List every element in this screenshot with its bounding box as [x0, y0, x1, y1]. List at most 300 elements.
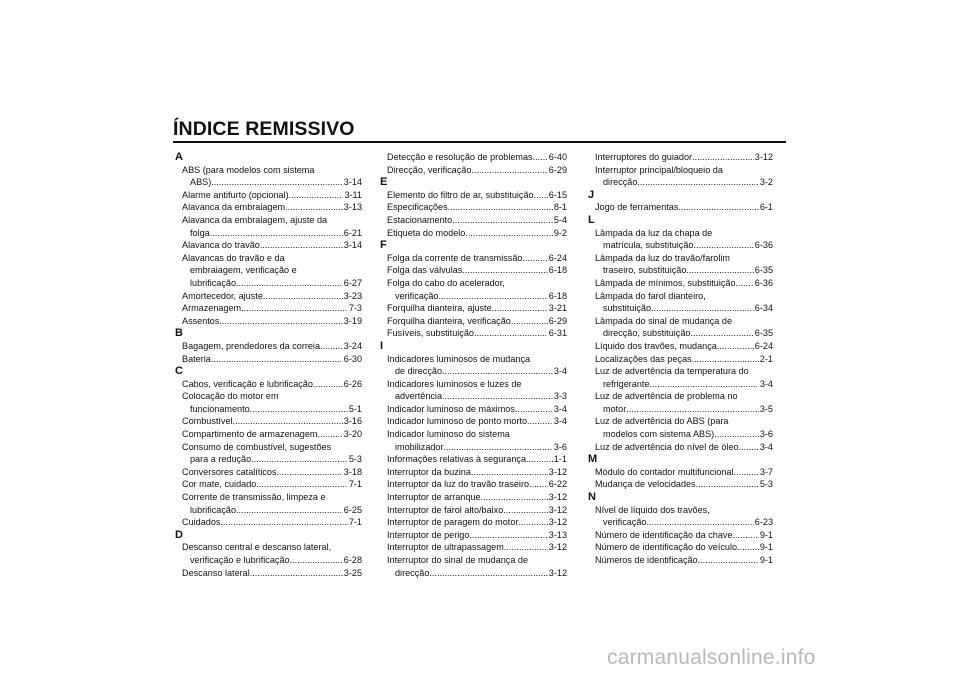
- dot-leader: [465, 227, 552, 240]
- index-entry-term: Elemento do filtro de ar, substituição: [387, 189, 534, 200]
- index-letter-heading: B: [175, 327, 183, 340]
- index-entry-leader-line: [387, 201, 567, 214]
- index-entry-leader-line: [182, 340, 362, 353]
- dot-leader: [698, 554, 759, 567]
- index-entry: [380, 466, 567, 479]
- index-page-number: 6-18: [548, 290, 567, 301]
- index-page-number: 3-6: [553, 441, 567, 452]
- index-entry-term: Líquido dos travões, mudança: [595, 340, 717, 351]
- index-page-number: 3-13: [548, 529, 567, 540]
- index-page-number: 3-4: [759, 441, 773, 452]
- index-entry-term: Interruptor da luz do travão traseiro: [387, 479, 530, 490]
- index-entry-line: Descanso central e descanso lateral,: [182, 542, 332, 553]
- index-entry-term: Alavanca do travão: [182, 240, 260, 251]
- index-entry-term: Luz de advertência do nível de óleo: [595, 441, 739, 452]
- index-entry: [175, 290, 362, 303]
- index-entry-term: Cor mate, cuidado: [182, 479, 257, 490]
- dot-leader: [527, 415, 553, 428]
- index-entry-leader-line: [595, 151, 773, 164]
- index-page-number: 8-1: [553, 202, 567, 213]
- index-entry-term: Interruptor de farol alto/baixo: [387, 504, 504, 515]
- dot-leader: [277, 466, 343, 479]
- index-entry-term: Jogo de ferramentas: [595, 202, 679, 213]
- index-entry-leader-line: [595, 239, 773, 252]
- index-entry-term: Forquilha dianteira, ajuste: [387, 303, 492, 314]
- index-entry-term: para a redução: [190, 454, 252, 465]
- dot-leader: [211, 176, 343, 189]
- index-page-number: 5-3: [348, 454, 362, 465]
- index-column-3: [588, 151, 773, 567]
- index-entry-leader-line: [387, 516, 567, 529]
- index-page-number: 3-7: [759, 466, 773, 477]
- dot-leader: [320, 340, 343, 353]
- index-entry-term: imobilizador: [395, 441, 444, 452]
- index-entry-leader-line: [182, 201, 362, 214]
- index-entry: [588, 277, 773, 290]
- index-entry: [588, 340, 773, 353]
- index-entry-term: verificação: [603, 517, 647, 528]
- index-letter-heading: E: [380, 176, 388, 189]
- index-page-number: 3-3: [553, 391, 567, 402]
- index-page-number: 6-25: [343, 504, 362, 515]
- dot-leader: [210, 227, 343, 240]
- index-page-number: 3-2: [759, 177, 773, 188]
- index-entry-term: traseiro, substituição: [603, 265, 687, 276]
- dot-leader: [462, 264, 547, 277]
- index-entry-term: lubrificação: [190, 504, 236, 515]
- dot-leader: [533, 151, 548, 164]
- dot-leader: [526, 453, 553, 466]
- index-entry-leader-line: [387, 214, 567, 227]
- index-entry: [380, 403, 567, 416]
- dot-leader: [474, 327, 548, 340]
- dot-leader: [236, 504, 343, 517]
- index-page-number: 6-36: [754, 240, 773, 251]
- index-page-number: 3-25: [343, 567, 362, 578]
- index-page-number: 6-36: [754, 277, 773, 288]
- index-entry-leader-line: [387, 302, 567, 315]
- dot-leader: [442, 390, 553, 403]
- index-entry: [588, 290, 773, 315]
- index-page-number: 3-23: [343, 290, 362, 301]
- index-entry-leader-line: [182, 290, 362, 303]
- index-entry: [588, 353, 773, 366]
- index-page-number: 6-31: [548, 328, 567, 339]
- index-page-number: 6-26: [343, 378, 362, 389]
- index-entry-term: Interruptor de paragem do motor: [387, 517, 519, 528]
- dot-leader: [250, 567, 343, 580]
- index-entry-leader-line: [387, 541, 567, 554]
- index-entry-line: Indicadores luminosos de mudança: [387, 353, 531, 364]
- index-page-number: 3-4: [553, 366, 567, 377]
- index-entry-term: Cuidados: [182, 517, 221, 528]
- index-entry-leader-line: [595, 176, 773, 189]
- title-rule: [173, 141, 786, 143]
- dot-leader: [737, 541, 759, 554]
- index-page-number: 6-30: [343, 353, 362, 364]
- dot-leader: [481, 491, 548, 504]
- index-letter-heading: M: [588, 453, 598, 466]
- index-entry-leader-line: [595, 541, 773, 554]
- index-entry-term: motor: [603, 403, 627, 414]
- index-page-number: 6-24: [754, 340, 773, 351]
- dot-leader: [492, 302, 548, 315]
- index-entry-line: Interruptor do sinal de mudança de: [387, 555, 529, 565]
- index-entry-term: Interruptor de arranque: [387, 492, 481, 503]
- index-page-number: 3-19: [343, 315, 362, 326]
- index-entry: [380, 189, 567, 202]
- dot-leader: [686, 264, 753, 277]
- index-entry-term: Conversores catalíticos: [182, 466, 277, 477]
- index-entry-leader-line: [595, 554, 773, 567]
- index-entry: [588, 478, 773, 491]
- index-entry: [588, 252, 773, 277]
- dot-leader: [317, 428, 342, 441]
- index-entry-leader-line: [387, 415, 567, 428]
- dot-leader: [693, 239, 753, 252]
- index-entry-leader-line: [182, 504, 362, 517]
- index-page-number: 9-1: [759, 555, 773, 565]
- dot-leader: [313, 378, 343, 391]
- index-entry: [175, 567, 362, 580]
- index-entry: [588, 504, 773, 529]
- index-entry: [588, 227, 773, 252]
- dot-leader: [739, 441, 759, 454]
- index-entry: [380, 315, 567, 328]
- index-entry: [588, 201, 773, 214]
- index-column-2: [380, 151, 567, 579]
- index-entry: [175, 478, 362, 491]
- index-entry-leader-line: [595, 353, 773, 366]
- index-entry: [380, 541, 567, 554]
- index-entry: [588, 541, 773, 554]
- index-page-number: 7-1: [348, 517, 362, 528]
- index-page-number: 9-1: [759, 529, 773, 540]
- index-entry-term: Folga da corrente de transmissão: [387, 252, 523, 263]
- index-entry: [380, 554, 567, 579]
- index-entry: [380, 201, 567, 214]
- index-entry-term: Indicador luminoso de máximos: [387, 403, 515, 414]
- dot-leader: [696, 478, 759, 491]
- index-entry-leader-line: [387, 441, 567, 454]
- index-entry: [380, 491, 567, 504]
- dot-leader: [518, 516, 547, 529]
- index-entry-line: Luz de advertência de problema no: [595, 391, 738, 402]
- index-page-number: 3-20: [343, 429, 362, 440]
- index-entry-term: direcção, substituição: [603, 328, 691, 339]
- index-page-number: 6-29: [548, 164, 567, 175]
- index-entry-term: folga: [190, 227, 210, 238]
- index-entry: [380, 453, 567, 466]
- index-entry-line: Alavanca da embraiagem, ajuste da: [182, 214, 328, 225]
- index-entry: [175, 189, 362, 202]
- index-page-number: 6-22: [548, 479, 567, 490]
- index-entry-leader-line: [595, 466, 773, 479]
- index-entry-term: Direcção, verificação: [387, 164, 472, 175]
- index-entry-leader-line: [182, 378, 362, 391]
- dot-leader: [692, 151, 754, 164]
- index-entry: [588, 315, 773, 340]
- index-entry: [588, 441, 773, 454]
- index-entry-leader-line: [387, 252, 567, 265]
- index-entry-term: Interruptor de ultrapassagem: [387, 542, 504, 553]
- index-entry: [380, 415, 567, 428]
- index-entry-leader-line: [595, 340, 773, 353]
- index-entry-term: Etiqueta do modelo: [387, 227, 466, 238]
- index-entry: [175, 415, 362, 428]
- index-entry: [380, 164, 567, 177]
- index-page-number: 9-2: [553, 227, 567, 238]
- index-entry-term: Bateria: [182, 353, 211, 364]
- index-entry-term: Bagagem, prendedores da correia: [182, 340, 321, 351]
- index-entry-leader-line: [387, 164, 567, 177]
- index-entry-term: Interruptor de perigo: [387, 529, 470, 540]
- index-entry-line: Consumo de combustível, sugestões: [182, 441, 332, 452]
- index-entry: [175, 340, 362, 353]
- dot-leader: [650, 378, 759, 391]
- index-entry: [380, 504, 567, 517]
- index-entry: [380, 529, 567, 542]
- index-page-number: 6-18: [548, 265, 567, 276]
- index-entry-line: Lâmpada da luz da chapa de: [595, 227, 713, 238]
- index-entry: [175, 378, 362, 391]
- index-page-number: 3-13: [343, 202, 362, 213]
- dot-leader: [515, 403, 553, 416]
- index-entry-leader-line: [387, 189, 567, 202]
- index-entry-leader-line: [182, 239, 362, 252]
- index-entry-leader-line: [387, 491, 567, 504]
- index-entry-leader-line: [387, 290, 567, 303]
- index-entry-leader-line: [387, 453, 567, 466]
- index-entry: [175, 516, 362, 529]
- dot-leader: [471, 466, 548, 479]
- index-entry: [588, 529, 773, 542]
- index-entry: [175, 214, 362, 239]
- index-page-number: 9-1: [759, 542, 773, 553]
- dot-leader: [646, 516, 753, 529]
- index-entry-term: Especificações: [387, 202, 448, 213]
- index-entry-line: Folga do cabo do acelerador,: [387, 277, 505, 288]
- index-entry-leader-line: [595, 403, 773, 416]
- dot-leader: [429, 567, 547, 580]
- index-entry-line: Indicadores luminosos e luzes de: [387, 378, 522, 389]
- dot-leader: [220, 516, 347, 529]
- index-entry-term: Lâmpada de mínimos, substituição: [595, 277, 736, 288]
- dot-leader: [504, 541, 548, 554]
- index-entry-leader-line: [595, 478, 773, 491]
- index-entry: [175, 353, 362, 366]
- index-entry-leader-line: [182, 403, 362, 416]
- index-page-number: 6-40: [548, 152, 567, 162]
- index-entry-leader-line: [182, 189, 362, 202]
- index-entry-leader-line: [387, 227, 567, 240]
- index-entry-term: Números de identificação: [595, 555, 698, 565]
- index-entry: [380, 302, 567, 315]
- index-entry: [380, 353, 567, 378]
- index-entry: [380, 428, 567, 453]
- index-letter-heading: N: [588, 491, 596, 504]
- index-entry-term: Compartimento de armazenagem: [182, 429, 318, 440]
- index-entry: [380, 378, 567, 403]
- dot-leader: [285, 201, 343, 214]
- index-entry: [588, 554, 773, 567]
- index-page-number: 6-35: [754, 328, 773, 339]
- index-page-number: 3-12: [548, 504, 567, 515]
- index-page-number: 3-21: [548, 303, 567, 314]
- index-page-number: 6-15: [548, 189, 567, 200]
- index-entry-leader-line: [387, 151, 567, 164]
- index-page-number: 7-3: [348, 303, 362, 314]
- index-letter-heading: I: [380, 339, 384, 352]
- index-entry-line: Lâmpada da luz do travão/farolim: [595, 252, 730, 263]
- dot-leader: [236, 277, 343, 290]
- index-entry: [380, 478, 567, 491]
- index-entry-leader-line: [595, 264, 773, 277]
- dot-leader: [211, 353, 343, 366]
- dot-leader: [522, 252, 547, 265]
- index-page-number: 3-12: [754, 152, 773, 162]
- index-page-number: 6-23: [754, 517, 773, 528]
- index-page-number: 3-12: [548, 492, 567, 503]
- index-entry-leader-line: [387, 264, 567, 277]
- dot-leader: [651, 302, 754, 315]
- index-page-number: 3-4: [553, 403, 567, 414]
- dot-leader: [690, 327, 753, 340]
- index-entry-line: Corrente de transmissão, limpeza e: [182, 492, 326, 503]
- dot-leader: [736, 277, 754, 290]
- dot-leader: [250, 403, 348, 416]
- index-entry-leader-line: [387, 466, 567, 479]
- index-entry-term: verificação e lubrificação: [190, 555, 290, 565]
- index-entry-line: Interruptor principal/bloqueio da: [595, 164, 723, 175]
- index-entry-term: refrigerante: [603, 378, 650, 389]
- dot-leader: [734, 466, 759, 479]
- index-entry: [380, 151, 567, 164]
- index-entry-term: Interruptor da buzina: [387, 466, 471, 477]
- index-entry: [175, 315, 362, 328]
- index-entry-term: Armazenagem: [182, 303, 242, 314]
- index-page-number: 3-11: [344, 189, 362, 200]
- index-page-number: 6-27: [343, 277, 362, 288]
- dot-leader: [503, 504, 548, 517]
- index-entry-leader-line: [182, 478, 362, 491]
- index-letter-heading: D: [175, 528, 183, 541]
- index-page-number: 1-1: [553, 454, 567, 465]
- index-page-number: 3-5: [759, 403, 773, 414]
- index-page-number: 3-12: [548, 542, 567, 553]
- index-entry-leader-line: [182, 315, 362, 328]
- dot-leader: [263, 290, 343, 303]
- index-entry-leader-line: [387, 504, 567, 517]
- dot-leader: [233, 415, 343, 428]
- dot-leader: [714, 428, 759, 441]
- index-page-number: 3-16: [343, 416, 362, 427]
- index-entry: [588, 415, 773, 440]
- index-page-number: 6-24: [548, 252, 567, 263]
- dot-leader: [471, 164, 547, 177]
- index-page-number: 3-6: [759, 429, 773, 440]
- index-entry-leader-line: [595, 378, 773, 391]
- index-entry: [175, 239, 362, 252]
- dot-leader: [452, 214, 553, 227]
- dot-leader: [534, 189, 548, 202]
- index-entry-leader-line: [182, 554, 362, 567]
- index-entry-leader-line: [182, 567, 362, 580]
- index-entry-term: Alavanca da embraiagem: [182, 202, 286, 213]
- index-entry-term: Combustível: [182, 416, 233, 427]
- index-entry-line: Lâmpada do sinal de mudança de: [595, 315, 733, 326]
- index-entry-term: substituição: [603, 303, 652, 314]
- index-entry-term: Interruptores do guiador: [595, 152, 693, 162]
- index-entry-term: Detecção e resolução de problemas: [387, 152, 533, 162]
- index-entry-line: ABS (para modelos com sistema: [182, 164, 315, 175]
- index-page-number: 5-1: [348, 403, 362, 414]
- index-entry-term: de direcção: [395, 366, 443, 377]
- index-letter-heading: A: [175, 151, 183, 163]
- index-entry-term: direcção: [603, 177, 638, 188]
- index-page-number: 3-12: [548, 517, 567, 528]
- index-entry-line: Luz de advertência do ABS (para: [595, 416, 729, 427]
- index-letter-heading: F: [380, 239, 387, 252]
- index-entry-leader-line: [182, 453, 362, 466]
- index-entry: [175, 252, 362, 290]
- index-page-number: 5-3: [759, 479, 773, 490]
- index-entry-leader-line: [387, 327, 567, 340]
- index-entry-leader-line: [182, 516, 362, 529]
- index-entry: [588, 390, 773, 415]
- index-entry-term: Módulo do contador multifuncional: [595, 466, 734, 477]
- dot-leader: [448, 201, 553, 214]
- index-entry-line: Lâmpada do farol dianteiro,: [595, 290, 706, 301]
- index-entry-leader-line: [387, 390, 567, 403]
- watermark-text: carmanualsonline.info: [607, 646, 816, 669]
- index-entry-term: Descanso lateral: [182, 567, 250, 578]
- dot-leader: [256, 478, 348, 491]
- index-entry-line: Colocação do motor em: [182, 391, 279, 402]
- index-entry: [588, 466, 773, 479]
- index-page-number: 6-21: [343, 227, 362, 238]
- index-column-1: [175, 151, 362, 579]
- index-entry-term: Estacionamento: [387, 214, 453, 225]
- index-entry: [380, 327, 567, 340]
- index-page-number: 7-1: [348, 479, 362, 490]
- index-entry-term: Número de identificação do veículo: [595, 542, 738, 553]
- index-entry-leader-line: [595, 529, 773, 542]
- index-entry-leader-line: [387, 403, 567, 416]
- index-entry-term: verificação: [395, 290, 439, 301]
- dot-leader: [717, 340, 754, 353]
- index-page-number: 5-4: [553, 214, 567, 225]
- index-entry-leader-line: [387, 529, 567, 542]
- index-entry: [380, 227, 567, 240]
- dot-leader: [219, 315, 342, 328]
- index-entry-leader-line: [595, 441, 773, 454]
- dot-leader: [444, 441, 553, 454]
- index-entry-term: lubrificação: [190, 277, 236, 288]
- index-entry: [175, 428, 362, 441]
- index-page-number: 3-12: [548, 466, 567, 477]
- index-page-number: 3-4: [759, 378, 773, 389]
- index-entry-term: Fusíveis, substituição: [387, 328, 474, 339]
- index-page-number: 6-29: [548, 315, 567, 326]
- index-entry-leader-line: [595, 277, 773, 290]
- index-entry-line: Nível de líquido dos travões,: [595, 504, 710, 515]
- index-letter-heading: L: [588, 213, 595, 226]
- index-entry: [175, 441, 362, 466]
- index-entry: [588, 151, 773, 164]
- index-entry-leader-line: [595, 327, 773, 340]
- index-entry-term: Número de identificação da chave: [595, 529, 733, 540]
